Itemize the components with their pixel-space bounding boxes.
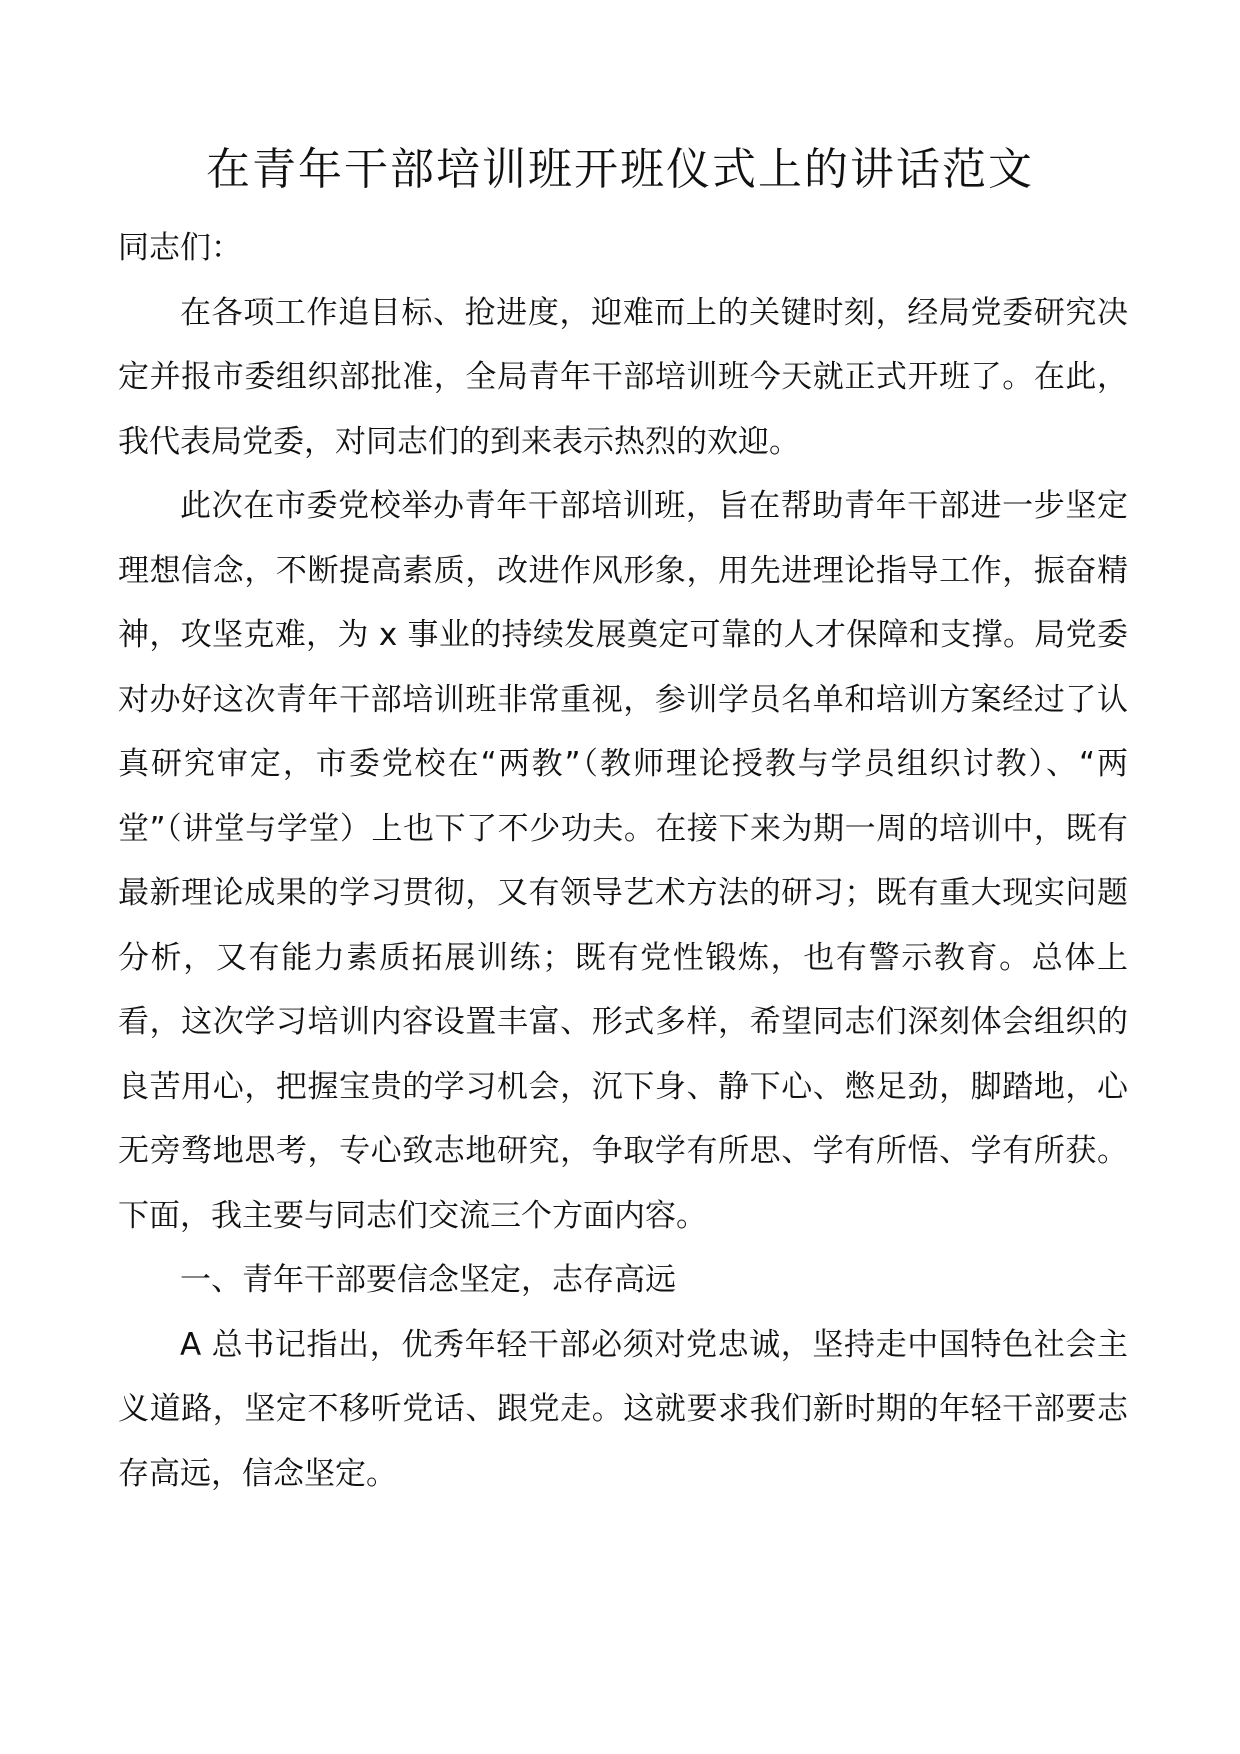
paragraph-opening: 在各项工作追目标、抢进度，迎难而上的关键时刻，经局党委研究决定并报市委组织部批准，全局青年干部培训班今天就正式开班了。在此，我代表局党委，对同志们的到来表示热烈的欢迎。: [118, 294, 1128, 460]
section-heading: 一、青年干部要信念坚定，志存高远: [180, 1262, 676, 1298]
document-body: [118, 216, 1128, 1506]
document-title: 在青年干部培训班开班仪式上的讲话范文: [206, 144, 1034, 195]
paragraph-purpose: 此次在市委党校举办青年干部培训班，旨在帮助青年干部进一步坚定理想信念，不断提高素质，改进作风形象，用先进理论指导工作，振奋精神，攻坚克难，为 x 事业的持续发展奠定可靠的人才保障和支撑。局党委对办好这次青年干部培训班非常重视，参训学员名单和培训方案经过了认真研究审定，市委党校在“两教”（教师理论授教与学员组织讨教）、“两堂”（讲堂与学堂）上也下了不少功夫。在接下来为期一周的培训中，既有最新理论成果的学习贯彻，又有领导艺术方法的研习；既有重大现实问题分析，又有能力素质拓展训练；既有党性锻炼，也有警示教育。总体上看，这次学习培训内容设置丰富、形式多样，希望同志们深刻体会组织的良苦用心，把握宝贵的学习机会，沉下身、静下心、憋足劲，脚踏地，心无旁骛地思考，专心致志地研究，争取学有所思、学有所悟、学有所获。下面，我主要与同志们交流三个方面内容。: [118, 488, 1128, 1234]
paragraph-section-one: A 总书记指出，优秀年轻干部必须对党忠诚，坚持走中国特色社会主义道路，坚定不移听党话、跟党走。这就要求我们新时期的年轻干部要志存高远，信念坚定。: [118, 1326, 1128, 1492]
salutation: 同志们：: [118, 230, 242, 266]
